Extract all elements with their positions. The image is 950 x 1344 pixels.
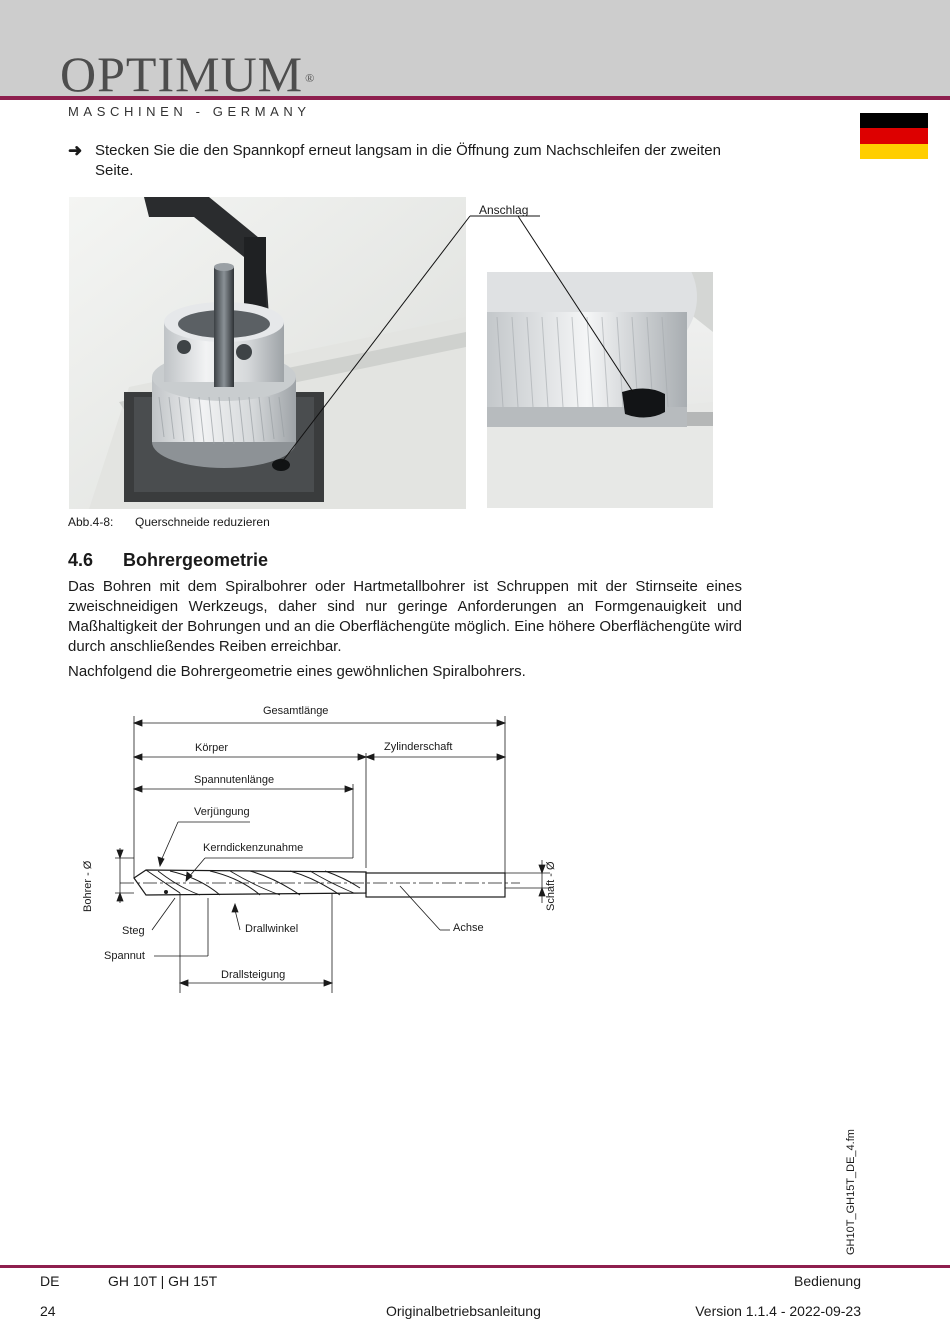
footer-page-number: 24 [40,1303,56,1319]
logo-subtitle: MASCHINEN - GERMANY [68,104,311,119]
body-paragraph-1: Das Bohren mit dem Spiralbohrer oder Hartmetallbohrer ist Schruppen mit der Stirnseite eines zweischneidigen Werkzeugs, daher sind nur geringe Anforderungen an Formgenauigkeit und Maßhaltigkeit der Bohrungen und an die Oberflächengüte möglich. Eine höhere Oberflächengüte wird durch anschließendes Reiben erreichbar. [68,578,742,655]
label-drallwinkel: Drallwinkel [245,923,299,935]
figure-number: Abb.4-8: [68,515,114,529]
label-spannutenlaenge: Spannutenlänge [194,774,275,786]
label-bohrer-diameter: Bohrer - Ø [82,860,94,912]
footer-version: Version 1.1.4 - 2022-09-23 [695,1303,861,1319]
logo-text: OPTIMUM [60,46,304,102]
body-paragraph-2: Nachfolgend die Bohrergeometrie eines gewöhnlichen Spiralbohrers. [68,663,526,680]
leader-line-right [518,216,633,392]
label-verjuengung: Verjüngung [194,806,250,818]
footer-rule [0,1265,950,1268]
label-gesamtlaenge: Gesamtlänge [263,705,329,717]
footer-language: DE [40,1273,60,1289]
footer-chapter: Bedienung [794,1273,861,1289]
label-kerndickenzunahme: Kerndickenzunahme [203,842,304,854]
label-drallsteigung: Drallsteigung [221,969,286,981]
instruction-text: Stecken Sie die den Spannkopf erneut langsam in die Öffnung zum Nachschleifen der zweiten Seite. [95,142,721,179]
section-number: 4.6 [68,550,94,570]
label-schaft-diameter: Schaft - Ø [545,861,557,911]
label-steg: Steg [122,925,145,937]
arrow-right-icon: ➜ [68,141,83,160]
file-code: GH10T_GH15T_DE_4.fm [845,1129,857,1255]
figure-caption-text: Querschneide reduzieren [135,515,270,529]
logo-registered-mark: ® [305,71,316,85]
label-zylinderschaft: Zylinderschaft [384,741,453,753]
label-achse: Achse [453,922,484,934]
label-spannut: Spannut [104,950,145,962]
figure-caption [68,515,270,529]
section-title: Bohrergeometrie [123,550,269,570]
callout-anschlag: Anschlag [479,203,529,217]
section-heading [68,550,268,571]
leader-line-left [282,216,470,462]
drill-geometry-diagram [70,698,590,998]
footer-doc-type: Originalbetriebsanleitung [386,1303,541,1319]
label-koerper: Körper [195,742,229,754]
footer-model: GH 10T | GH 15T [108,1273,218,1289]
